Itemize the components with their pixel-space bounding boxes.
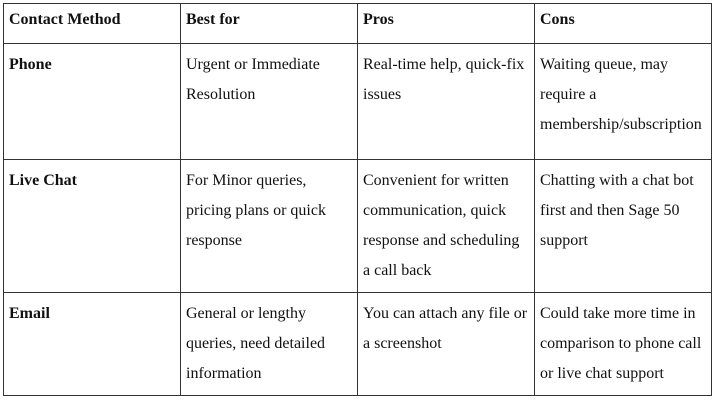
header-pros: Pros: [358, 4, 535, 44]
row-method-live-chat: Live Chat: [4, 160, 181, 293]
table-row: [4, 293, 712, 396]
table-header-row: [4, 4, 712, 44]
row-method-email: Email: [4, 293, 181, 396]
row-cons: Could take more time in comparison to phone call or live chat support: [535, 293, 712, 396]
row-pros: You can attach any file or a screenshot: [358, 293, 535, 396]
header-contact-method: Contact Method: [4, 4, 181, 44]
contact-methods-table: [3, 3, 712, 396]
row-cons: Waiting queue, may require a membership/subscription: [535, 44, 712, 160]
row-best-for: Urgent or Immediate Resolution: [181, 44, 358, 160]
header-best-for: Best for: [181, 4, 358, 44]
header-cons: Cons: [535, 4, 712, 44]
table-row: [4, 160, 712, 293]
row-best-for: For Minor queries, pricing plans or quick response: [181, 160, 358, 293]
row-pros: Convenient for written communication, quick response and scheduling a call back: [358, 160, 535, 293]
row-pros: Real-time help, quick-fix issues: [358, 44, 535, 160]
row-best-for: General or lengthy queries, need detailed information: [181, 293, 358, 396]
row-cons: Chatting with a chat bot first and then Sage 50 support: [535, 160, 712, 293]
table-row: [4, 44, 712, 160]
row-method-phone: Phone: [4, 44, 181, 160]
